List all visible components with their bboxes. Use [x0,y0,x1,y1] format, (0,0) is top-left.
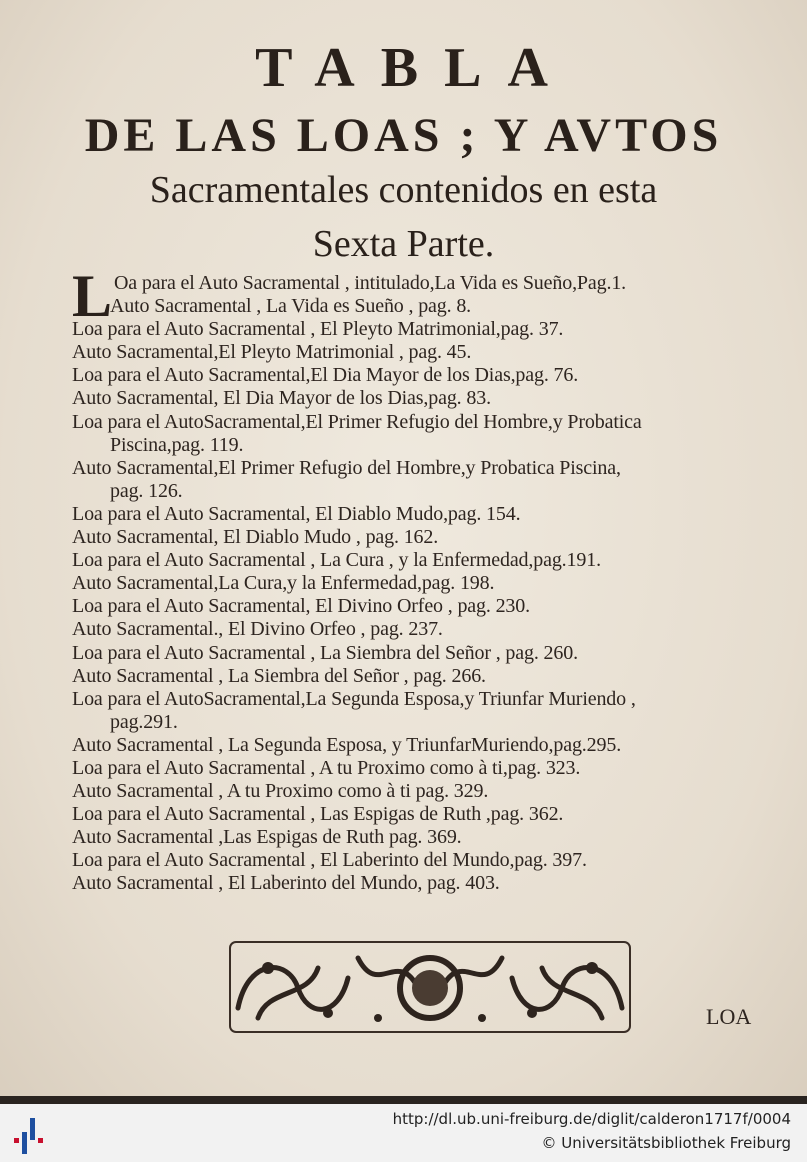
toc-entry-text: Loa para el Auto Sacramental, El Divino Orfeo , pag. 230. [72,595,530,618]
catchword: LOA [706,1004,752,1029]
toc-entry [72,364,762,387]
toc-entry [72,826,762,849]
toc-entry-text: Loa para el Auto Sacramental , A tu Proximo como à ti,pag. 323. [72,756,581,779]
toc-entry-text: Auto Sacramental, El Diablo Mudo , pag. 162. [72,526,439,549]
toc-entry-text: Loa para el Auto Sacramental , Las Espigas de Ruth ,pag. 362. [72,803,564,826]
university-logo-icon [10,1116,50,1156]
toc-entry-text: pag. 126. [110,479,183,502]
toc-entry [72,480,762,503]
title-loas-autos: DE LAS LOAS ; Y AVTOS [84,109,723,162]
toc-entry-text: Auto Sacramental., El Divino Orfeo , pag. 237. [72,618,443,641]
toc-entry-text: Loa para el Auto Sacramental , La Siembra del Señor , pag. 260. [72,641,578,664]
toc-entry [72,411,762,434]
toc-entry [72,526,762,549]
toc-entry-text: Loa para el Auto Sacramental,El Dia Mayor de los Dias,pag. 76. [72,364,579,387]
viewer-footer [0,1104,807,1162]
toc-entry-text: Piscina,pag. 119. [110,433,244,456]
toc-entry-text: Auto Sacramental, El Dia Mayor de los Dias,pag. 83. [72,387,491,410]
toc-entry [72,341,762,364]
toc-entry [72,642,762,665]
toc-entry [72,665,762,688]
toc-entry-text: Loa para el Auto Sacramental , El Laberinto del Mundo,pag. 397. [72,849,587,872]
ornament-icon [228,938,632,1036]
title-sexta-parte: Sexta Parte. [312,223,495,265]
toc-entry-text: Auto Sacramental,El Pleyto Matrimonial , pag. 45. [72,341,472,364]
toc-entry [72,872,762,895]
toc-entry-text: Auto Sacramental ,Las Espigas de Ruth pag. 369. [72,826,462,849]
toc-entry-text: Oa para el Auto Sacramental , intitulado,La Vida es Sueño,Pag.1. [114,272,627,294]
drop-cap: L [72,263,112,329]
toc-entry-text: Loa para el Auto Sacramental , La Cura , y la Enfermedad,pag.191. [72,549,601,572]
toc-entry [72,503,762,526]
toc-entry [72,803,762,826]
toc-entry-text: Loa para el Auto Sacramental , El Pleyto Matrimonial,pag. 37. [72,318,564,341]
toc-entry [72,295,762,318]
toc-entry [72,549,762,572]
toc-entry-text: Loa para el AutoSacramental,La Segunda Esposa,y Triunfar Muriendo , [72,687,636,710]
toc-entry-text: Auto Sacramental,El Primer Refugio del Hombre,y Probatica Piscina, [72,456,621,479]
toc-entry [72,618,762,641]
toc-entry [72,688,762,711]
toc-entry-text: Loa para el AutoSacramental,El Primer Refugio del Hombre,y Probatica [72,410,642,433]
toc-entry-text: Loa para el Auto Sacramental, El Diablo Mudo,pag. 154. [72,502,521,525]
toc-entry-text: Auto Sacramental , La Siembra del Señor , pag. 266. [72,664,486,687]
toc-entry [72,849,762,872]
toc-entry-text: Auto Sacramental , La Segunda Esposa, y TriunfarMuriendo,pag.295. [72,733,622,756]
toc-entry [72,318,762,341]
title-sacramentales: Sacramentales contenidos en esta [149,169,658,211]
toc-entry [72,595,762,618]
toc-entry [72,457,762,480]
copyright-text: © Universitätsbibliothek Freiburg [541,1134,791,1152]
toc-entry [72,757,762,780]
toc-entry-text: Auto Sacramental , El Laberinto del Mundo, pag. 403. [72,872,500,895]
toc-entry-text: Auto Sacramental , A tu Proximo como à ti pag. 329. [72,780,489,803]
toc-entry-text: Auto Sacramental,La Cura,y la Enfermedad,pag. 198. [72,572,495,595]
toc-entry-text: pag.291. [110,710,178,733]
toc-entry-text: Auto Sacramental , La Vida es Sueño , pag. 8. [110,295,472,318]
toc-entry [72,780,762,803]
title-tabla: TABLA [255,37,574,99]
toc-entry [72,434,762,457]
toc-entry [72,734,762,757]
source-url-link[interactable]: http://dl.ub.uni-freiburg.de/diglit/calderon1717f/0004 [392,1110,791,1128]
toc-entry [72,711,762,734]
table-of-contents [72,263,762,896]
toc-entry [72,572,762,595]
toc-entry [72,387,762,410]
